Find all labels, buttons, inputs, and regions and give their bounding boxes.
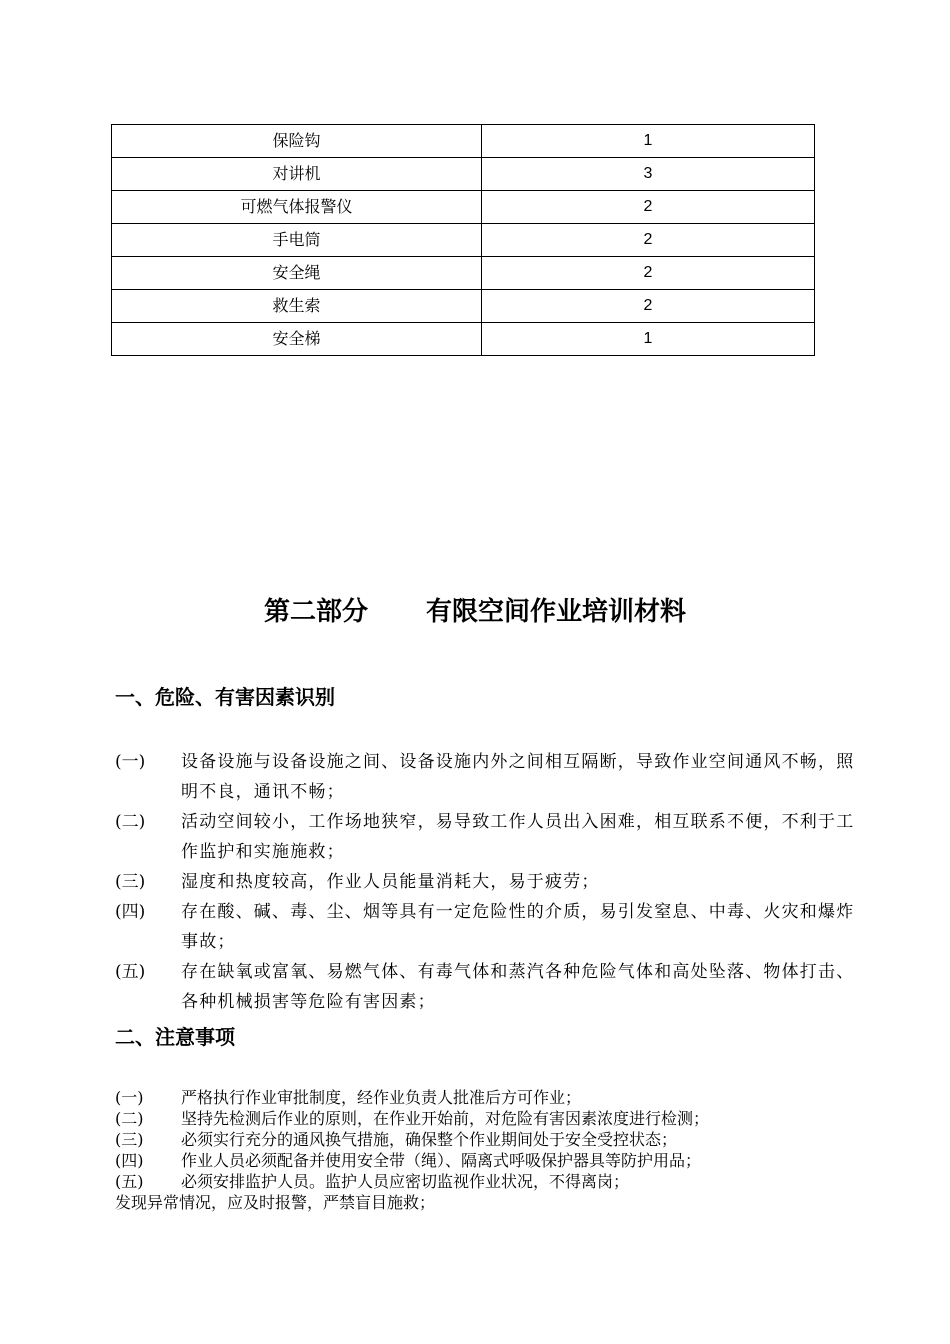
list-item [115, 1108, 855, 1129]
list-continuation-text: 发现异常情况，应及时报警，严禁盲目施救； [115, 1193, 436, 1212]
list-item-number: (二) [115, 1109, 144, 1128]
part-title [0, 591, 950, 628]
list-item [115, 867, 855, 897]
equipment-name: 救生索 [112, 290, 482, 323]
list-item [115, 807, 855, 867]
hazard-list [115, 747, 855, 1017]
part-heading: 有限空间作业培训材料 [426, 597, 687, 627]
list-item-number: (四) [115, 1151, 144, 1170]
list-item-text: 湿度和热度较高，作业人员能量消耗大，易于疲劳； [181, 872, 600, 892]
part-label: 第二部分 [263, 597, 368, 627]
equipment-name: 对讲机 [112, 158, 482, 191]
list-item-text: 设备设施与设备设施之间、设备设施内外之间相互隔断，导致作业空间通风不畅，照明不良，通讯不畅； [181, 752, 855, 802]
equipment-name: 保险钩 [112, 125, 482, 158]
precaution-list [115, 1087, 855, 1213]
table-row [112, 191, 815, 224]
table-row [112, 125, 815, 158]
list-item-text: 存在酸、碱、毒、尘、烟等具有一定危险性的介质，易引发窒息、中毒、火灾和爆炸事故； [181, 902, 855, 952]
list-item [115, 897, 855, 957]
equipment-table [111, 124, 815, 356]
table-row [112, 323, 815, 356]
table-row [112, 257, 815, 290]
list-item-text: 必须实行充分的通风换气措施，确保整个作业期间处于安全受控状态； [181, 1130, 678, 1149]
list-item-number: (三) [115, 1130, 144, 1149]
list-item-text: 坚持先检测后作业的原则，在作业开始前，对危险有害因素浓度进行检测； [181, 1109, 710, 1128]
list-item [115, 1150, 855, 1171]
list-item-number: (二) [115, 812, 146, 832]
list-item [115, 1171, 855, 1192]
list-item-number: (五) [115, 1172, 144, 1191]
list-item-text: 严格执行作业审批制度，经作业负责人批准后方可作业； [181, 1088, 582, 1107]
list-item [115, 1087, 855, 1108]
equipment-name: 可燃气体报警仪 [112, 191, 482, 224]
list-item-number: (三) [115, 872, 146, 892]
equipment-qty: 2 [482, 257, 815, 290]
section1-heading: 一、危险、有害因素识别 [115, 685, 335, 709]
list-item-number: (一) [115, 752, 146, 772]
equipment-qty: 1 [482, 323, 815, 356]
table-row [112, 290, 815, 323]
list-item-number: (五) [115, 962, 146, 982]
table-row [112, 224, 815, 257]
list-item-text: 存在缺氧或富氧、易燃气体、有毒气体和蒸汽各种危险气体和高处坠落、物体打击、各种机械损害等危险有害因素； [181, 962, 855, 1012]
equipment-qty: 2 [482, 191, 815, 224]
equipment-name: 安全梯 [112, 323, 482, 356]
list-item-text: 作业人员必须配备并使用安全带（绳）、隔离式呼吸保护器具等防护用品； [181, 1151, 702, 1170]
list-item-number: (四) [115, 902, 146, 922]
equipment-name: 安全绳 [112, 257, 482, 290]
equipment-qty: 2 [482, 224, 815, 257]
list-item-text: 活动空间较小，工作场地狭窄，易导致工作人员出入困难，相互联系不便，不利于工作监护和实施施救； [181, 812, 855, 862]
equipment-qty: 1 [482, 125, 815, 158]
section2-heading: 二、注意事项 [115, 1025, 235, 1049]
list-item [115, 747, 855, 807]
equipment-qty: 2 [482, 290, 815, 323]
list-item-number: (一) [115, 1088, 144, 1107]
equipment-name: 手电筒 [112, 224, 482, 257]
list-item-text: 必须安排监护人员。监护人员应密切监视作业状况，不得离岗； [181, 1172, 630, 1191]
equipment-qty: 3 [482, 158, 815, 191]
list-item [115, 1129, 855, 1150]
table-row [112, 158, 815, 191]
list-item [115, 957, 855, 1017]
